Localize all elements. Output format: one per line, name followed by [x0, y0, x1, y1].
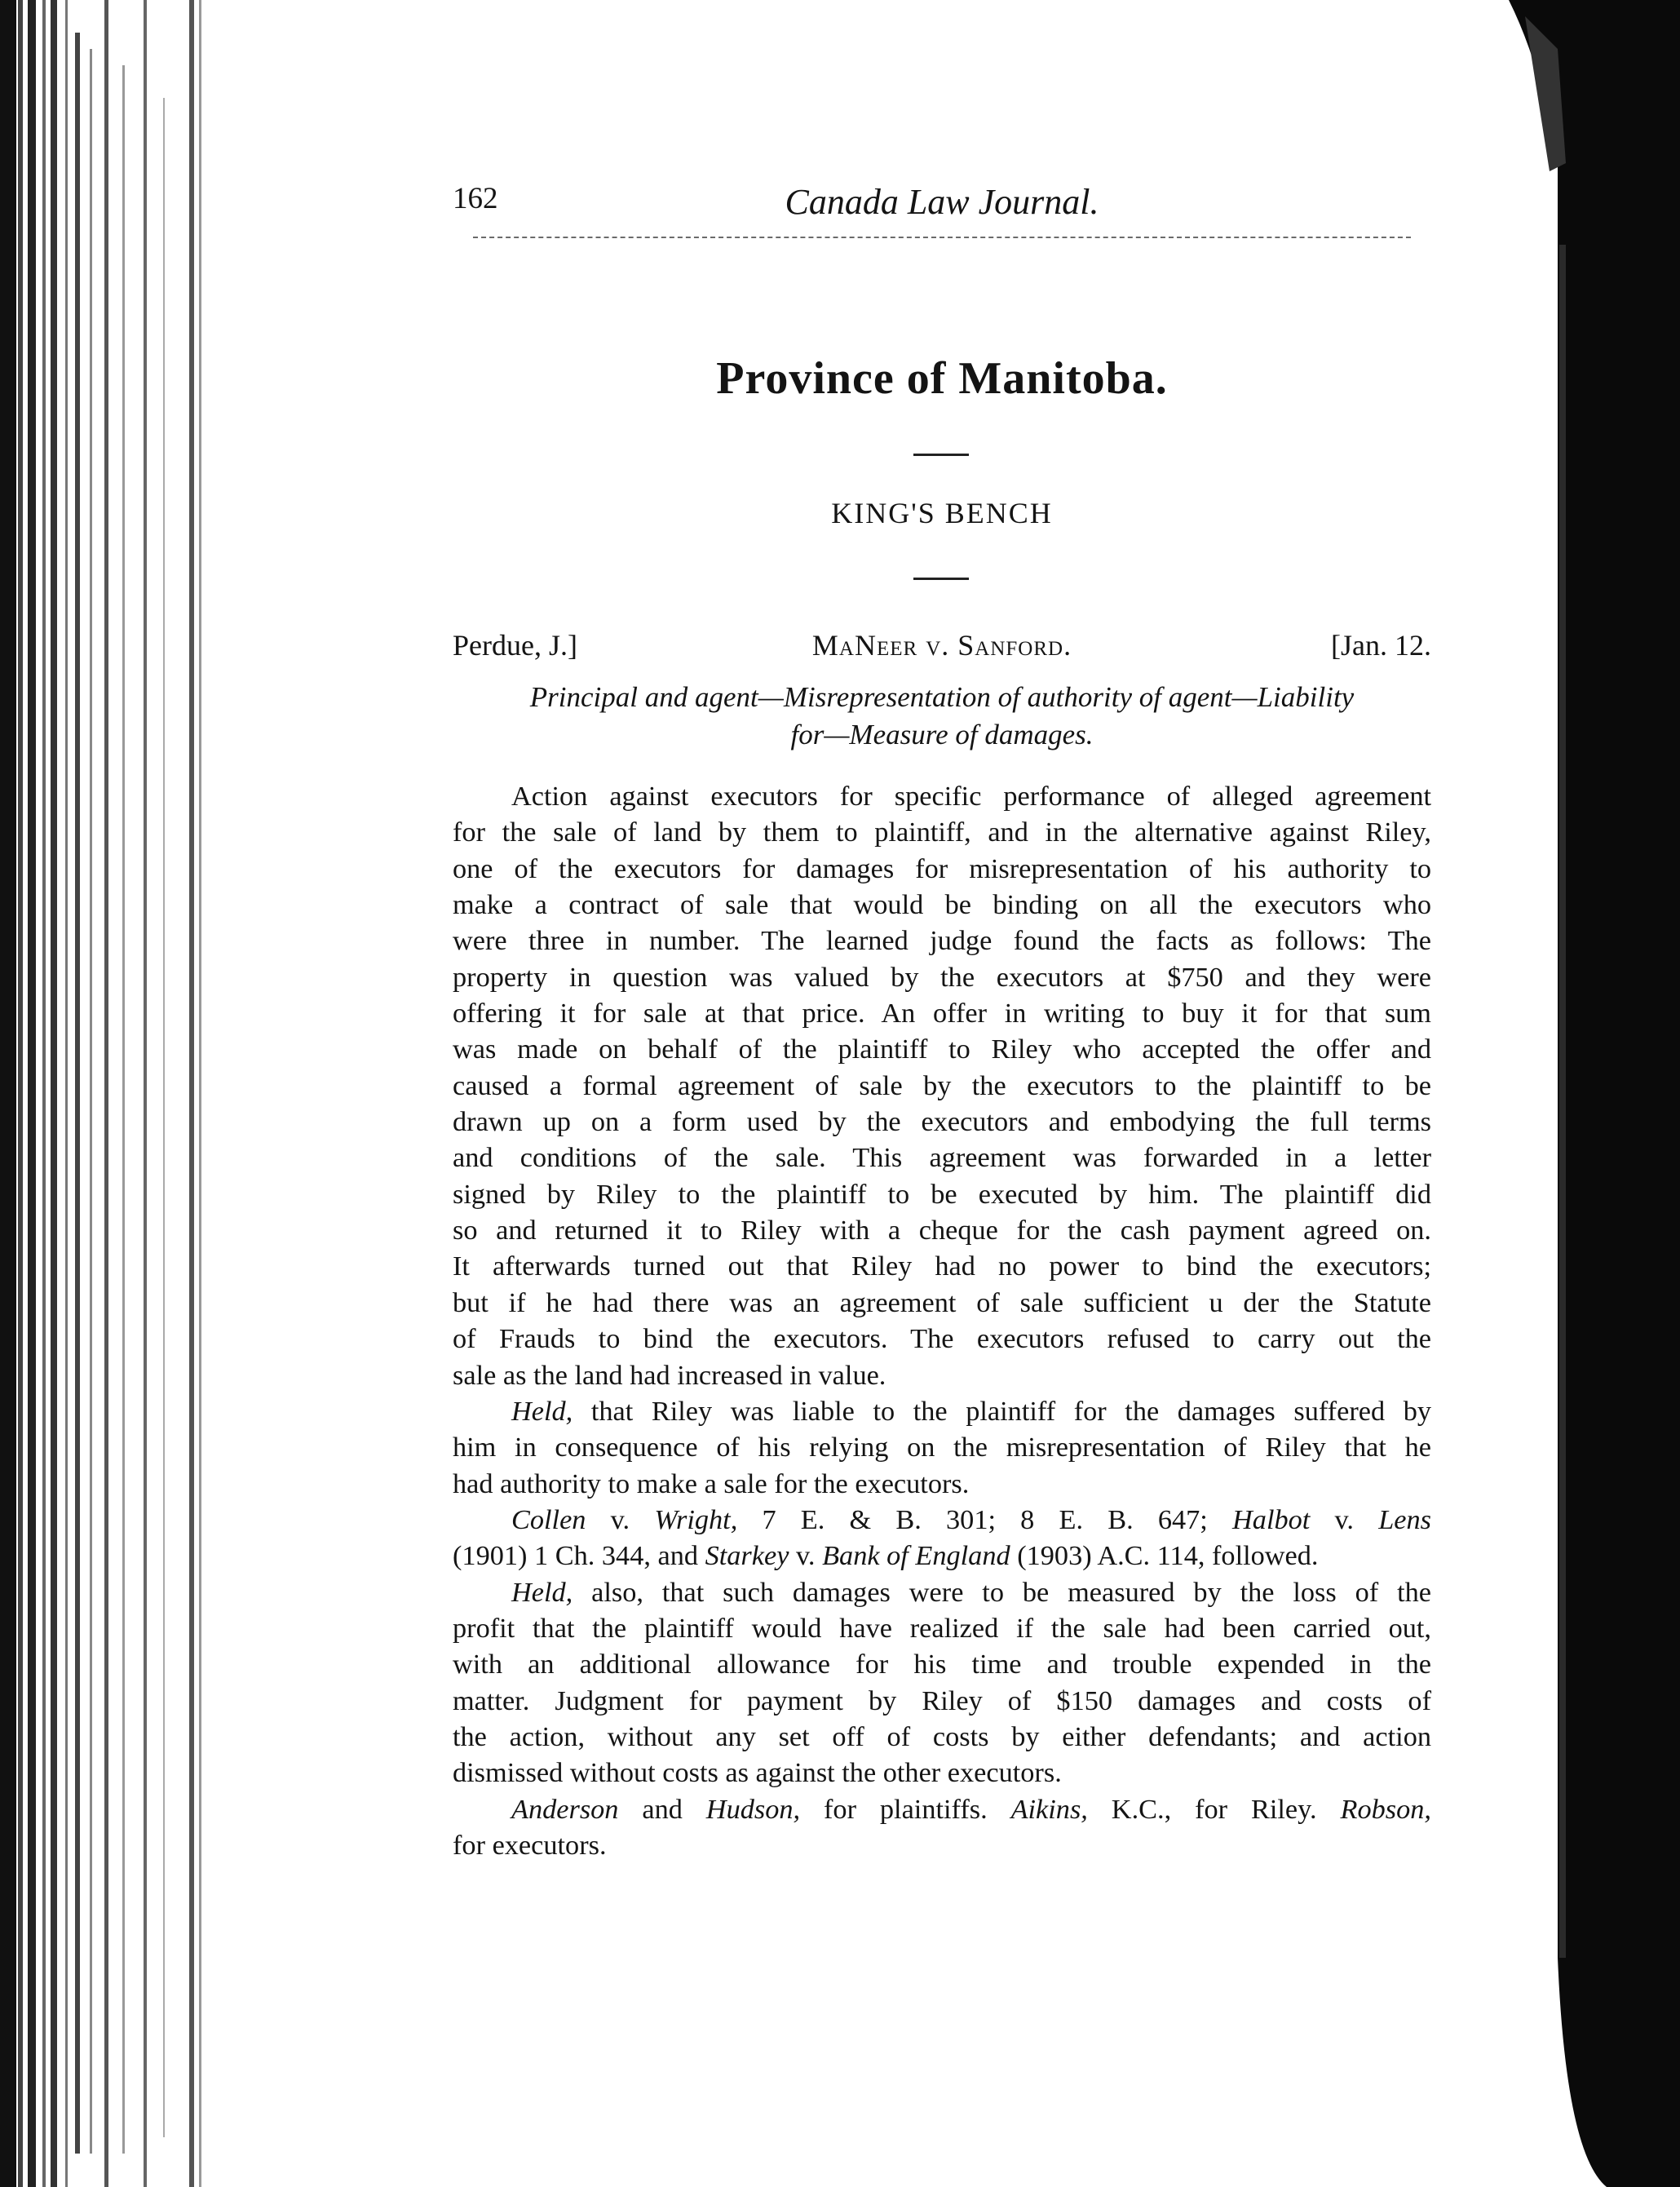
- text-fragment: that Riley was liable to the plaintiff for the damages suffered by: [573, 1395, 1431, 1427]
- text-line: but if he had there was an agreement of sale sufficient u der the Statute: [453, 1286, 1431, 1318]
- journal-page: [453, 0, 1431, 2187]
- facts-paragraph: [453, 778, 1431, 1393]
- text-fragment: (1903) A.C. 114, followed.: [1010, 1540, 1319, 1572]
- case-body: [453, 778, 1431, 1863]
- text-fragment: also, that such damages were to be measured by the loss of the: [573, 1576, 1431, 1608]
- scan-shadow-right: [1509, 0, 1680, 2187]
- scan-page-edge: [1509, 0, 1680, 2187]
- case-name: Starkey: [705, 1540, 789, 1572]
- text-line: [453, 1538, 1431, 1574]
- headnote-line: Principal and agent—Misrepresentation of authority of agent—Liability: [529, 681, 1355, 713]
- text-fragment: 7 E. & B. 301; 8 E. B. 647;: [737, 1503, 1233, 1535]
- text-line: sale as the land had increased in value.: [453, 1359, 886, 1391]
- text-line: was made on behalf of the plaintiff to Riley who accepted the offer and: [453, 1034, 1431, 1065]
- case-line: [453, 628, 1431, 669]
- text-line: [453, 1393, 1431, 1429]
- journal-title: Canada Law Journal.: [785, 182, 1099, 222]
- text-line: [453, 1574, 1431, 1610]
- text-fragment: v.: [586, 1503, 655, 1535]
- judge: Perdue, J.]: [453, 629, 577, 662]
- counsel-name: Hudson,: [705, 1793, 801, 1825]
- case-date: [Jan. 12.: [1331, 629, 1431, 662]
- text-line: for the sale of land by them to plaintiff, and in the alternative against Riley,: [453, 817, 1431, 848]
- headnote-line: for—Measure of damages.: [790, 719, 1094, 750]
- text-line: him in consequence of his relying on the misrepresentation of Riley that he: [453, 1432, 1431, 1463]
- text-line: It afterwards turned out that Riley had no power to bind the executors;: [453, 1251, 1431, 1282]
- counsel-paragraph: [453, 1791, 1431, 1864]
- text-line: caused a formal agreement of sale by the executors to the plaintiff to be: [453, 1069, 1431, 1101]
- held-label: Held,: [511, 1395, 573, 1427]
- text-line: were three in number. The learned judge found the facts as follows: The: [453, 925, 1431, 957]
- text-line: [453, 1791, 1431, 1827]
- citations-paragraph: [453, 1502, 1431, 1574]
- text-line: the action, without any set off of costs by either defendants; and action: [453, 1720, 1431, 1752]
- scan-binding-edge: [0, 0, 220, 2187]
- text-fragment: v.: [1310, 1503, 1379, 1535]
- running-header: [453, 181, 1431, 230]
- text-line: one of the executors for damages for misrepresentation of his authority to: [453, 852, 1431, 884]
- text-line: drawn up on a form used by the executors and embodying the full terms: [453, 1106, 1431, 1138]
- page-number: 162: [453, 182, 498, 215]
- text-line: and conditions of the sale. This agreement was forwarded in a letter: [453, 1142, 1431, 1174]
- header-rule: [473, 237, 1411, 238]
- headnote: [453, 679, 1431, 754]
- text-line: with an additional allowance for his time and trouble expended in the: [453, 1649, 1431, 1680]
- case-name: Wright,: [654, 1503, 738, 1535]
- text-line: offering it for sale at that price. An offer in writing to buy it for that sum: [453, 998, 1431, 1029]
- text-fragment: for plaintiffs.: [800, 1793, 1011, 1825]
- text-line: [453, 1502, 1431, 1538]
- counsel-name: Aikins,: [1010, 1793, 1088, 1825]
- text-line: dismissed without costs as against the other executors.: [453, 1757, 1062, 1789]
- counsel-name: Anderson: [511, 1793, 619, 1825]
- case-name: Collen: [511, 1503, 586, 1535]
- case-name: Halbot: [1232, 1503, 1311, 1535]
- holding-paragraph: [453, 1393, 1431, 1502]
- case-parties: MaNeer v. Sanford.: [811, 629, 1072, 662]
- text-line: make a contract of sale that would be binding on all the executors who: [453, 889, 1431, 921]
- separator-dash: [913, 454, 969, 456]
- text-fragment: and: [618, 1793, 706, 1825]
- damages-paragraph: [453, 1574, 1431, 1791]
- text-line: property in question was valued by the executors at $750 and they were: [453, 961, 1431, 993]
- text-line: signed by Riley to the plaintiff to be executed by him. The plaintiff did: [453, 1178, 1431, 1210]
- text-line: had authority to make a sale for the executors.: [453, 1468, 970, 1499]
- section-heading: Province of Manitoba.: [716, 353, 1168, 404]
- case-name: Bank of England: [822, 1540, 1010, 1572]
- held-label: Held,: [511, 1576, 573, 1608]
- court-name: KING'S BENCH: [831, 497, 1053, 529]
- text-fragment: (1901) 1 Ch. 344, and: [453, 1540, 705, 1572]
- counsel-name: Robson,: [1340, 1793, 1431, 1825]
- text-line: Action against executors for specific performance of alleged agreement: [511, 781, 1431, 812]
- scan-shadow-left: [0, 0, 220, 2187]
- text-line: of Frauds to bind the executors. The executors refused to carry out the: [453, 1323, 1431, 1355]
- separator-dash: [913, 578, 969, 580]
- case-name: Lens: [1378, 1503, 1431, 1535]
- text-line: so and returned it to Riley with a cheque for the cash payment agreed on.: [453, 1215, 1431, 1246]
- text-line: profit that the plaintiff would have realized if the sale had been carried out,: [453, 1612, 1431, 1644]
- text-line: matter. Judgment for payment by Riley of $150 damages and costs of: [453, 1685, 1431, 1716]
- text-fragment: K.C., for Riley.: [1087, 1793, 1341, 1825]
- text-line: for executors.: [453, 1829, 607, 1861]
- text-fragment: v.: [789, 1540, 823, 1572]
